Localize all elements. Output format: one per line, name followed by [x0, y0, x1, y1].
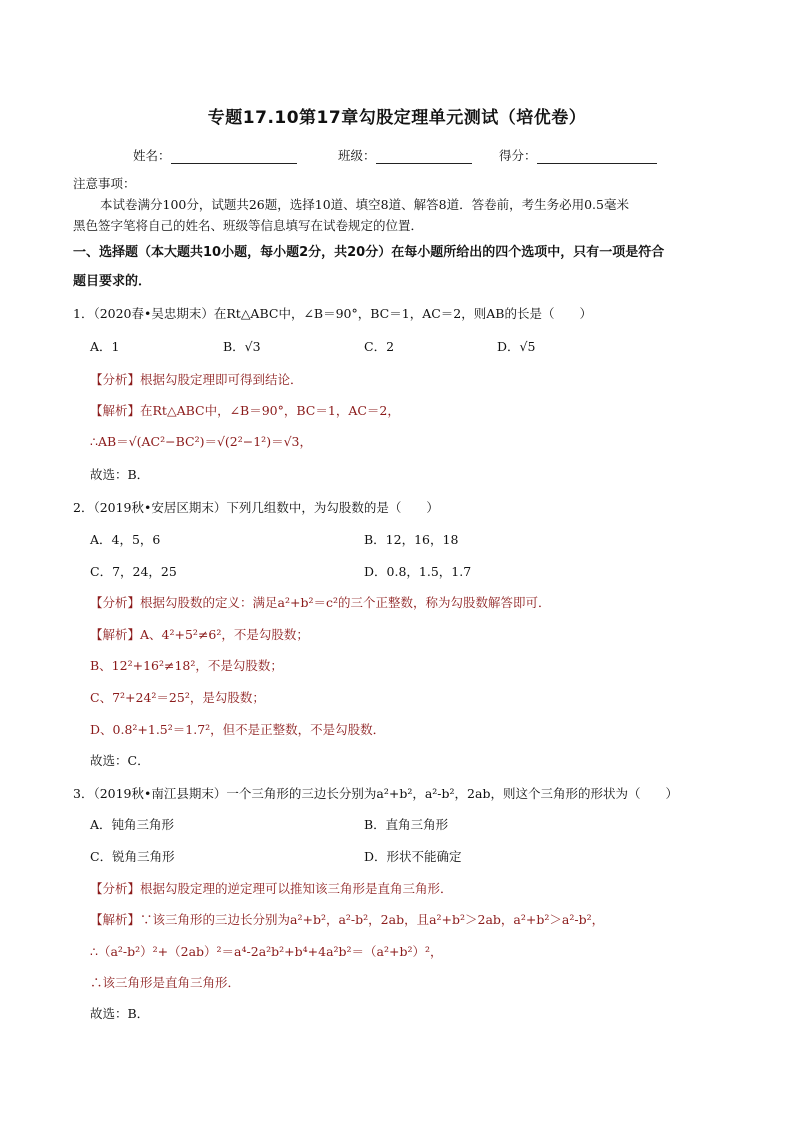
q1-option-b[interactable]: B．√3	[223, 339, 261, 354]
q2-option-b[interactable]: B．12，16，18	[364, 532, 459, 547]
name-label: 姓名：	[133, 148, 171, 163]
class-field[interactable]	[338, 146, 472, 164]
q1-solution	[90, 401, 400, 419]
q1-stem: 1．（2020春•吴忠期末）在Rt△ABC中，∠B＝90°，BC＝1，AC＝2，则AB的长是（ ）	[73, 306, 592, 321]
q2-analysis	[90, 593, 550, 611]
score-label: 得分：	[499, 148, 537, 163]
name-blank[interactable]	[171, 150, 297, 164]
q2-option-a[interactable]: A．4，5，6	[90, 532, 161, 547]
q3-solution-tag: 【解析】	[90, 912, 141, 927]
q3-analysis-tag: 【分析】	[90, 881, 141, 896]
q2-answer: 故选：C．	[90, 753, 150, 768]
q3-conclusion: ∴该三角形是直角三角形．	[90, 975, 241, 990]
q1-option-d[interactable]: D．√5	[497, 339, 536, 354]
q3-analysis	[90, 879, 453, 897]
q2-solution-c: C、7²+24²＝25²，是勾股数；	[90, 690, 265, 705]
q3-analysis-text: 根据勾股定理的逆定理可以推知该三角形是直角三角形．	[140, 881, 453, 896]
q3-solution-text: ∵该三角形的三边长分别为a²+b²，a²-b²，2ab，且a²+b²＞2ab，a²+b²＞a²-b²，	[140, 912, 605, 927]
q2-stem: 2．（2019秋•安居区期末）下列几组数中，为勾股数的是（ ）	[73, 500, 439, 515]
page-title: 专题17.10第17章勾股定理单元测试（培优卷）	[207, 108, 587, 128]
q1-analysis	[90, 370, 303, 388]
notes-line-1: 本试卷满分100分，试题共26题，选择10道、填空8道、解答8道．答卷前，考生务必用0.5毫米	[100, 197, 629, 212]
notes-line-2: 黑色签字笔将自己的姓名、班级等信息填写在试卷规定的位置．	[73, 218, 424, 233]
q2-solution-tag: 【解析】	[90, 627, 141, 642]
q3-option-b[interactable]: B．直角三角形	[364, 817, 449, 832]
q1-option-c[interactable]: C．2	[364, 339, 395, 354]
notes-heading: 注意事项：	[73, 176, 136, 191]
class-label: 班级：	[338, 148, 376, 163]
q1-option-a[interactable]: A．1	[90, 339, 120, 354]
q3-answer: 故选：B．	[90, 1006, 150, 1021]
q3-option-a[interactable]: A．钝角三角形	[90, 817, 175, 832]
q2-solution-b: B、12²+16²≠18²，不是勾股数；	[90, 658, 283, 673]
q3-option-c[interactable]: C．锐角三角形	[90, 849, 175, 864]
q1-analysis-text: 根据勾股定理即可得到结论．	[140, 372, 303, 387]
q2-solution-a	[90, 625, 309, 643]
section-heading-line-2: 题目要求的．	[73, 274, 152, 289]
q1-solution-tag: 【解析】	[90, 403, 141, 418]
score-field[interactable]	[499, 146, 657, 164]
class-blank[interactable]	[376, 150, 472, 164]
section-heading-line-1: 一、选择题（本大题共10小题，每小题2分，共20分）在每小题所给出的四个选项中，只有一项是符合	[73, 245, 665, 260]
q2-solution-d: D、0.8²+1.5²＝1.7²，但不是正整数，不是勾股数．	[90, 722, 386, 737]
q1-solution-text: 在Rt△ABC中，∠B＝90°，BC＝1，AC＝2，	[140, 403, 400, 418]
q3-solution	[90, 910, 604, 928]
q2-analysis-text: 根据勾股数的定义：满足a²+b²＝c²的三个正整数，称为勾股数解答即可．	[140, 595, 551, 610]
q1-answer: 故选：B．	[90, 467, 150, 482]
q3-calculation: ∴（a²-b²）²+（2ab）²＝a⁴-2a²b²+b⁴+4a²b²＝（a²+b²）²，	[90, 944, 443, 959]
q2-solution-a-text: A、4²+5²≠6²，不是勾股数；	[140, 627, 309, 642]
q2-option-c[interactable]: C．7，24，25	[90, 564, 177, 579]
q1-analysis-tag: 【分析】	[90, 372, 141, 387]
q2-option-d[interactable]: D．0.8，1.5，1.7	[364, 564, 472, 579]
q1-calculation: ∴AB＝√(AC²−BC²)＝√(2²−1²)＝√3，	[90, 434, 312, 449]
q2-analysis-tag: 【分析】	[90, 595, 141, 610]
q3-stem: 3．（2019秋•南江县期末）一个三角形的三边长分别为a²+b²，a²-b²，2ab，则这个三角形的形状为（ ）	[73, 786, 678, 801]
q3-option-d[interactable]: D．形状不能确定	[364, 849, 462, 864]
score-blank[interactable]	[537, 150, 657, 164]
name-field[interactable]	[133, 146, 297, 164]
